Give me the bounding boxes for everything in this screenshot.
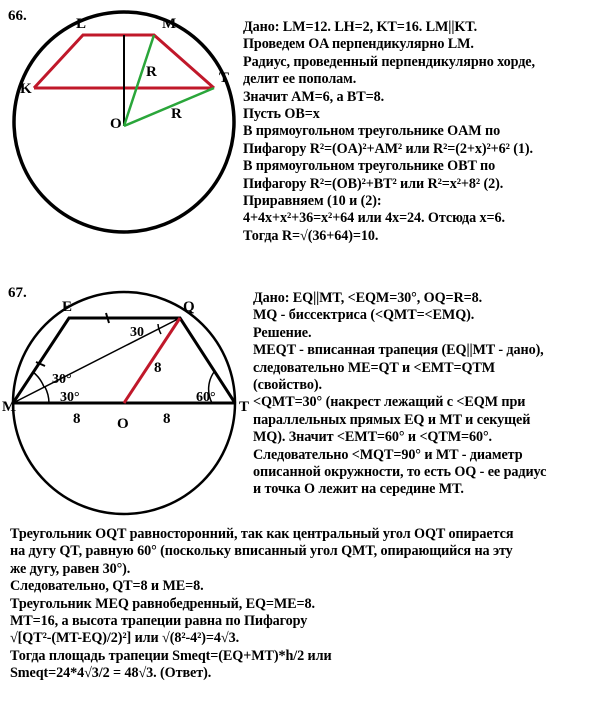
text-line: параллельных прямых EQ и MT и секущей: [253, 411, 531, 428]
label-r2: R: [171, 106, 182, 122]
angle-arc-eqm: [158, 324, 161, 334]
angle-label-30-left: 30°: [52, 372, 72, 387]
label-o: O: [117, 416, 129, 432]
text-line: следовательно ME=QT и <EMT=QTM: [253, 359, 496, 376]
angle-label-30-bottom: 30°: [60, 390, 80, 405]
text-line: MQ - биссектриса (<QMT=<EMQ).: [253, 307, 475, 324]
problem-66-number: 66.: [8, 8, 27, 24]
text-line: Пифагору R²=(OB)²+BT² или R²=x²+8² (2).: [243, 175, 504, 192]
text-line: Smeqt=24*4√3/2 = 48√3. (Ответ).: [10, 665, 212, 682]
label-o: O: [110, 116, 122, 132]
angle-label-30-top: 30: [130, 325, 144, 340]
text-line: же дугу, равен 30°).: [10, 560, 131, 577]
angle-arc-emq: [33, 372, 44, 387]
text-line: описанной окружности, то есть OQ - ее радиус: [253, 464, 547, 481]
label-t: T: [219, 70, 230, 86]
text-line: на дугу QT, равную 60° (поскольку вписанный угол QMT, опирающийся на эту: [10, 543, 513, 560]
label-k: K: [20, 81, 32, 97]
text-line: В прямоугольном треугольнике OAM по: [243, 123, 501, 140]
text-line: Радиус, проведенный перпендикулярно хорде,: [243, 53, 535, 70]
label-r1: R: [146, 64, 157, 80]
text-line: и точка O лежит на середине MT.: [253, 481, 464, 498]
text-line: Приравняем (10 и (2):: [243, 193, 382, 210]
figure-66: [0, 0, 240, 262]
text-line: MT=16, а высота трапеции равна по Пифагору: [10, 613, 308, 630]
label-e: E: [62, 299, 73, 315]
text-line: Треугольник MEQ равнобедренный, EQ=ME=8.: [10, 595, 315, 612]
text-line: Треугольник OQT равносторонний, так как центральный угол OQT опирается: [10, 526, 514, 542]
problem-67-solution: [253, 290, 546, 499]
text-line: Значит AM=6, а BT=8.: [243, 88, 385, 105]
text-line: делит ее пополам.: [243, 71, 357, 88]
label-m: M: [2, 399, 17, 415]
text-line: MQ). Значит <EMT=60° и <QTM=60°.: [253, 429, 493, 446]
label-t: T: [239, 399, 250, 415]
angle-label-60: 60°: [196, 390, 216, 405]
label-radius-8: 8: [154, 360, 162, 376]
text-line: Пусть OB=x: [243, 106, 320, 123]
text-line: MEQT - вписанная трапеция (EQ||MT - дано),: [253, 342, 544, 359]
text-line: √[QT²-(MT-EQ)/2)²] или √(8²-4²)=4√3.: [10, 630, 240, 647]
angle-arc-qmt: [45, 387, 49, 403]
text-line: Тогда R=√(36+64)=10.: [243, 227, 379, 244]
text-line: Проведем OA перпендикулярно LM.: [243, 36, 474, 53]
label-q: Q: [183, 299, 195, 315]
label-m: M: [162, 16, 177, 32]
problem-67-conclusion: [10, 526, 513, 683]
text-line: Решение.: [253, 324, 312, 341]
text-line: Следовательно <MQT=90° и MT - диаметр: [253, 446, 523, 463]
text-line: Дано: EQ||MT, <EQM=30°, OQ=R=8.: [253, 290, 483, 306]
text-line: Следовательно, QT=8 и ME=8.: [10, 578, 204, 595]
label-l: L: [76, 16, 87, 32]
text-line: В прямоугольном треугольнике OBT по: [243, 158, 496, 175]
problem-66-solution: [243, 19, 535, 245]
label-mo-8: 8: [73, 411, 81, 427]
text-line: Тогда площадь трапеции Smeqt=(EQ+MT)*h/2 или: [10, 647, 332, 664]
radius-ot: [124, 88, 214, 126]
radius-om: [124, 35, 154, 126]
figure-67: [0, 290, 250, 520]
text-line: (свойство).: [253, 377, 322, 394]
text-line: <QMT=30° (накрест лежащий с <EQM при: [253, 394, 526, 411]
text-line: Пифагору R²=(OA)²+AM² или R²=(2+x)²+6² (1).: [243, 140, 533, 157]
text-line: Дано: LM=12. LH=2, KT=16. LM||KT.: [243, 19, 478, 35]
label-ot-8: 8: [163, 411, 171, 427]
problem-67-number: 67.: [8, 285, 27, 301]
text-line: 4+4x+x²+36=x²+64 или 4x=24. Отсюда x=6.: [243, 210, 505, 227]
